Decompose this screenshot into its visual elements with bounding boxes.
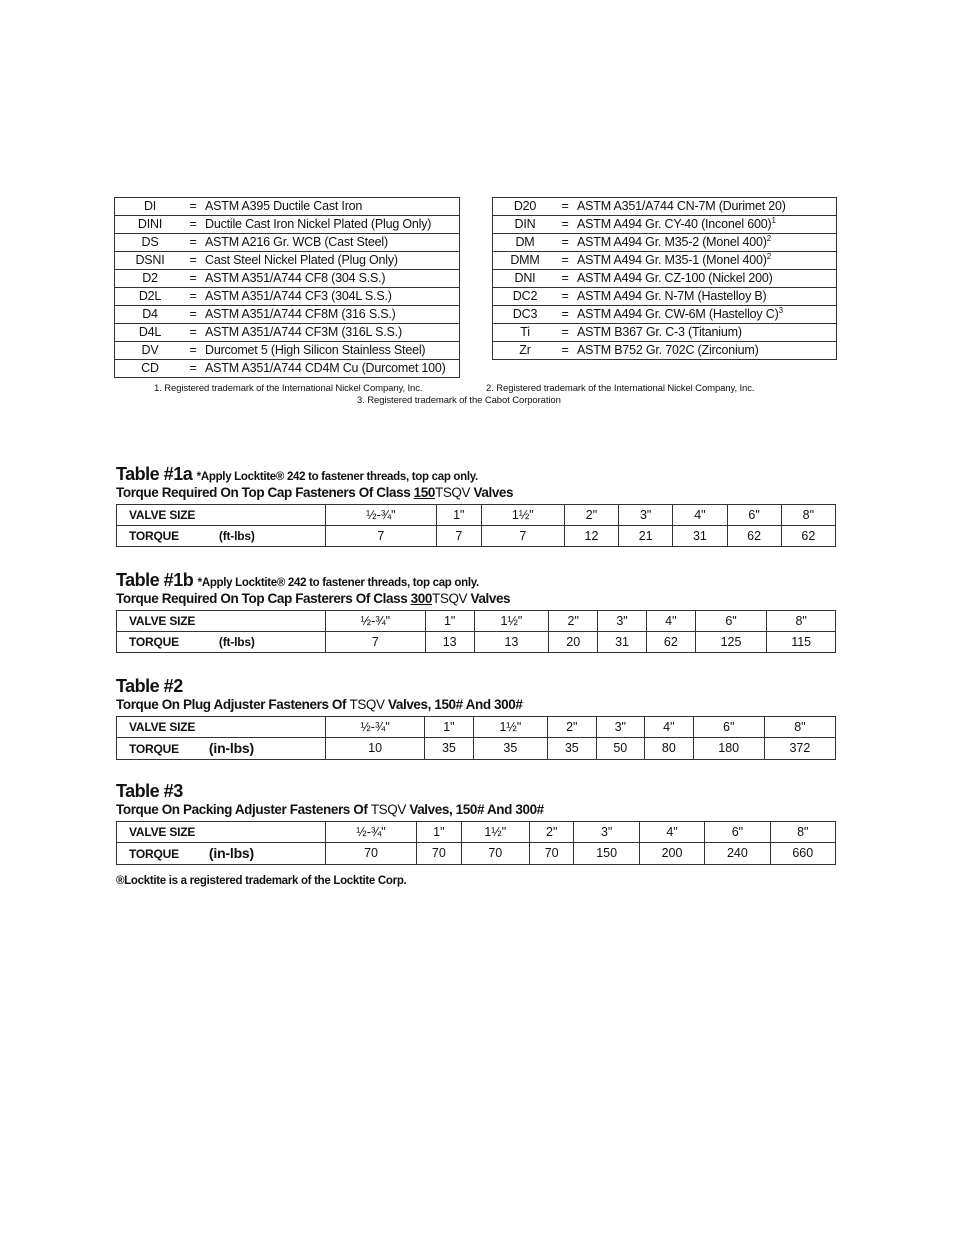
equals-sign: =	[185, 252, 201, 270]
table-1a-subtitle: Torque Required On Top Cap Fasteners Of Class 150TSQV Valves	[116, 484, 514, 500]
valve-size-cell: 6"	[727, 504, 781, 525]
equals-sign: =	[557, 288, 573, 306]
torque-value-cell: 200	[639, 842, 704, 864]
table-1a-note: *Apply Locktite® 242 to fastener threads, top cap only.	[196, 471, 478, 483]
equals-sign: =	[557, 216, 573, 234]
table-1a-heading	[116, 465, 836, 485]
material-codes-left-table	[114, 197, 460, 378]
torque-value-cell: 13	[425, 631, 474, 652]
equals-sign: =	[557, 324, 573, 342]
table-3-grid	[116, 821, 836, 865]
table-2-subtitle: Torque On Plug Adjuster Fasteners Of TSQV Valves, 150# And 300#	[116, 696, 523, 712]
torque-value-cell: 31	[598, 631, 647, 652]
table-1b	[116, 571, 836, 653]
material-code: Zr	[493, 342, 558, 360]
material-code: D2L	[115, 288, 186, 306]
valve-size-cell: 6"	[695, 610, 767, 631]
table-1a-grid	[116, 504, 836, 547]
torque-value-cell: 115	[767, 631, 836, 652]
material-description: ASTM A494 Gr. M35-1 (Monel 400)$^2$	[573, 252, 837, 270]
material-right-row	[493, 270, 837, 288]
material-description: ASTM A494 Gr. M35-2 (Monel 400)$^2$	[573, 234, 837, 252]
valve-size-cell: 1½"	[461, 821, 529, 842]
valve-size-cell: 2"	[549, 610, 598, 631]
equals-sign: =	[185, 324, 201, 342]
valve-size-row	[117, 610, 836, 631]
equals-sign: =	[185, 342, 201, 360]
torque-label-text: TORQUE	[129, 528, 179, 543]
valve-size-cell: 6"	[705, 821, 770, 842]
valve-size-label: VALVE SIZE	[117, 821, 326, 842]
material-description: ASTM A494 Gr. N-7M (Hastelloy B)	[573, 288, 837, 306]
footnote-marker: 2	[766, 251, 771, 261]
footnote-marker: 3	[778, 305, 783, 315]
torque-value-cell: 240	[705, 842, 770, 864]
torque-value-cell: 7	[326, 525, 437, 546]
torque-unit: (in-lbs)	[208, 844, 254, 861]
equals-sign: =	[557, 234, 573, 252]
torque-value-cell: 62	[646, 631, 695, 652]
table-1b-grid	[116, 610, 836, 653]
valve-size-cell: ½-¾"	[326, 716, 425, 737]
equals-sign: =	[185, 306, 201, 324]
table-3-number: Table #3	[116, 781, 183, 801]
valve-size-cell: 2"	[548, 716, 597, 737]
table-1a-number: Table #1a	[116, 464, 193, 484]
torque-label	[117, 631, 326, 652]
valve-size-cell: 4"	[646, 610, 695, 631]
torque-value-cell: 372	[764, 737, 835, 759]
valve-size-cell: 8"	[764, 716, 835, 737]
table-2-grid	[116, 716, 836, 760]
torque-row	[117, 631, 836, 652]
equals-sign: =	[557, 252, 573, 270]
material-code: DINI	[115, 216, 186, 234]
torque-value-cell: 20	[549, 631, 598, 652]
equals-sign: =	[185, 198, 201, 216]
valve-size-cell: 3"	[596, 716, 645, 737]
material-description: ASTM A494 Gr. CZ-100 (Nickel 200)	[573, 270, 837, 288]
material-left-row	[115, 342, 460, 360]
valve-size-row	[117, 821, 836, 842]
torque-value-cell: 35	[425, 737, 474, 759]
valve-size-cell: ½-¾"	[326, 504, 437, 525]
material-code: DS	[115, 234, 186, 252]
torque-value-cell: 7	[326, 631, 426, 652]
footnote-1: 1. Registered trademark of the International Nickel Company, Inc.	[154, 383, 423, 394]
footnote-marker: 2	[766, 233, 771, 243]
material-description: ASTM A351/A744 CF3M (316L S.S.)	[201, 324, 460, 342]
valve-size-cell: ½-¾"	[326, 610, 426, 631]
torque-value-cell: 21	[619, 525, 673, 546]
material-left-row	[115, 288, 460, 306]
valve-size-cell: ½-¾"	[326, 821, 417, 842]
torque-value-cell: 7	[436, 525, 481, 546]
equals-sign: =	[185, 270, 201, 288]
torque-value-cell: 70	[417, 842, 462, 864]
material-description: ASTM A395 Ductile Cast Iron	[201, 198, 460, 216]
table-2-heading	[116, 677, 836, 697]
valve-size-cell: 8"	[767, 610, 836, 631]
valve-size-cell: 4"	[673, 504, 727, 525]
torque-value-cell: 35	[473, 737, 547, 759]
torque-value-cell: 180	[693, 737, 764, 759]
valve-size-cell: 1"	[425, 716, 474, 737]
table-1b-subtitle: Torque Required On Top Cap Fasterers Of Class 300TSQV Valves	[116, 590, 511, 606]
torque-value-cell: 70	[461, 842, 529, 864]
valve-size-row	[117, 504, 836, 525]
valve-size-cell: 4"	[645, 716, 694, 737]
torque-value-cell: 35	[548, 737, 597, 759]
valve-size-cell: 1½"	[474, 610, 549, 631]
valve-size-cell: 4"	[639, 821, 704, 842]
material-code: DV	[115, 342, 186, 360]
material-description: ASTM A351/A744 CD4M Cu (Durcomet 100)	[201, 360, 460, 378]
torque-value-cell: 62	[727, 525, 781, 546]
material-code: DSNI	[115, 252, 186, 270]
material-left-row	[115, 252, 460, 270]
material-description: Cast Steel Nickel Plated (Plug Only)	[201, 252, 460, 270]
material-code: DC2	[493, 288, 558, 306]
material-left-row	[115, 306, 460, 324]
torque-value-cell: 31	[673, 525, 727, 546]
material-description: ASTM A351/A744 CN-7M (Durimet 20)	[573, 198, 837, 216]
equals-sign: =	[557, 198, 573, 216]
valve-size-label: VALVE SIZE	[117, 716, 326, 737]
valve-size-cell: 1½"	[473, 716, 547, 737]
table-3-heading	[116, 782, 836, 802]
material-description: ASTM A351/A744 CF3 (304L S.S.)	[201, 288, 460, 306]
valve-size-cell: 3"	[619, 504, 673, 525]
valve-size-label: VALVE SIZE	[117, 610, 326, 631]
material-left-row	[115, 198, 460, 216]
material-description: Ductile Cast Iron Nickel Plated (Plug Only)	[201, 216, 460, 234]
material-left-row	[115, 216, 460, 234]
torque-value-cell: 7	[481, 525, 564, 546]
footnote-3: 3. Registered trademark of the Cabot Corporation	[357, 395, 561, 406]
material-code: DNI	[493, 270, 558, 288]
equals-sign: =	[185, 288, 201, 306]
material-right-row	[493, 234, 837, 252]
torque-value-cell: 80	[645, 737, 694, 759]
table-2-number: Table #2	[116, 676, 183, 696]
material-left-row	[115, 270, 460, 288]
equals-sign: =	[185, 360, 201, 378]
material-right-row	[493, 306, 837, 324]
valve-size-row	[117, 716, 836, 737]
torque-row	[117, 842, 836, 864]
torque-value-cell: 70	[529, 842, 574, 864]
torque-value-cell: 150	[574, 842, 639, 864]
valve-size-cell: 8"	[781, 504, 835, 525]
material-left-row	[115, 360, 460, 378]
valve-size-cell: 1½"	[481, 504, 564, 525]
material-description: ASTM B367 Gr. C-3 (Titanium)	[573, 324, 837, 342]
material-description: ASTM A351/A744 CF8M (316 S.S.)	[201, 306, 460, 324]
material-description: ASTM A494 Gr. CW-6M (Hastelloy C)$^3$	[573, 306, 837, 324]
valve-size-cell: 3"	[598, 610, 647, 631]
material-right-row	[493, 198, 837, 216]
torque-label	[117, 842, 326, 864]
table-1a	[116, 465, 836, 547]
table-1b-heading	[116, 571, 836, 591]
material-left-row	[115, 234, 460, 252]
equals-sign: =	[557, 342, 573, 360]
material-code: DIN	[493, 216, 558, 234]
torque-value-cell: 12	[564, 525, 618, 546]
torque-row	[117, 525, 836, 546]
valve-size-cell: 6"	[693, 716, 764, 737]
table-3	[116, 782, 836, 865]
material-description: ASTM B752 Gr. 702C (Zirconium)	[573, 342, 837, 360]
material-code: D20	[493, 198, 558, 216]
valve-size-cell: 8"	[770, 821, 835, 842]
valve-size-cell: 3"	[574, 821, 639, 842]
material-right-row	[493, 252, 837, 270]
torque-unit: (ft-lbs)	[218, 528, 255, 543]
torque-value-cell: 10	[326, 737, 425, 759]
torque-label-text: TORQUE	[129, 741, 179, 756]
material-description: ASTM A216 Gr. WCB (Cast Steel)	[201, 234, 460, 252]
material-description: ASTM A494 Gr. CY-40 (Inconel 600)$^1$	[573, 216, 837, 234]
material-code: DC3	[493, 306, 558, 324]
material-code: Ti	[493, 324, 558, 342]
torque-value-cell: 125	[695, 631, 767, 652]
material-right-row	[493, 324, 837, 342]
material-right-row	[493, 216, 837, 234]
valve-size-cell: 2"	[529, 821, 574, 842]
valve-size-cell: 1"	[436, 504, 481, 525]
equals-sign: =	[185, 216, 201, 234]
torque-value-cell: 62	[781, 525, 835, 546]
torque-label	[117, 737, 326, 759]
table-2	[116, 677, 836, 760]
material-code: D4	[115, 306, 186, 324]
torque-label	[117, 525, 326, 546]
valve-size-cell: 1"	[425, 610, 474, 631]
torque-value-cell: 660	[770, 842, 835, 864]
material-description: Durcomet 5 (High Silicon Stainless Steel)	[201, 342, 460, 360]
torque-value-cell: 13	[474, 631, 549, 652]
material-code: DI	[115, 198, 186, 216]
torque-label-text: TORQUE	[129, 634, 179, 649]
valve-size-cell: 1"	[417, 821, 462, 842]
equals-sign: =	[185, 234, 201, 252]
material-code: D2	[115, 270, 186, 288]
torque-value-cell: 50	[596, 737, 645, 759]
equals-sign: =	[557, 306, 573, 324]
torque-unit: (ft-lbs)	[218, 634, 255, 649]
torque-label-text: TORQUE	[129, 846, 179, 861]
material-right-row	[493, 288, 837, 306]
footnote-2: 2. Registered trademark of the International Nickel Company, Inc.	[486, 383, 755, 394]
locktite-trademark-note: ®Locktite is a registered trademark of the Locktite Corp.	[116, 875, 407, 887]
equals-sign: =	[557, 270, 573, 288]
material-code: DM	[493, 234, 558, 252]
table-3-subtitle: Torque On Packing Adjuster Fasteners Of TSQV Valves, 150# And 300#	[116, 801, 544, 817]
torque-row	[117, 737, 836, 759]
material-code: D4L	[115, 324, 186, 342]
valve-size-cell: 2"	[564, 504, 618, 525]
torque-value-cell: 70	[326, 842, 417, 864]
valve-size-label: VALVE SIZE	[117, 504, 326, 525]
torque-unit: (in-lbs)	[208, 739, 254, 756]
material-codes-right-table	[492, 197, 837, 360]
material-left-row	[115, 324, 460, 342]
material-code: CD	[115, 360, 186, 378]
footnote-marker: 1	[771, 215, 776, 225]
table-1b-number: Table #1b	[116, 570, 194, 590]
table-1b-note: *Apply Locktite® 242 to fastener threads, top cap only.	[197, 577, 479, 589]
material-code: DMM	[493, 252, 558, 270]
material-description: ASTM A351/A744 CF8 (304 S.S.)	[201, 270, 460, 288]
material-right-row	[493, 342, 837, 360]
